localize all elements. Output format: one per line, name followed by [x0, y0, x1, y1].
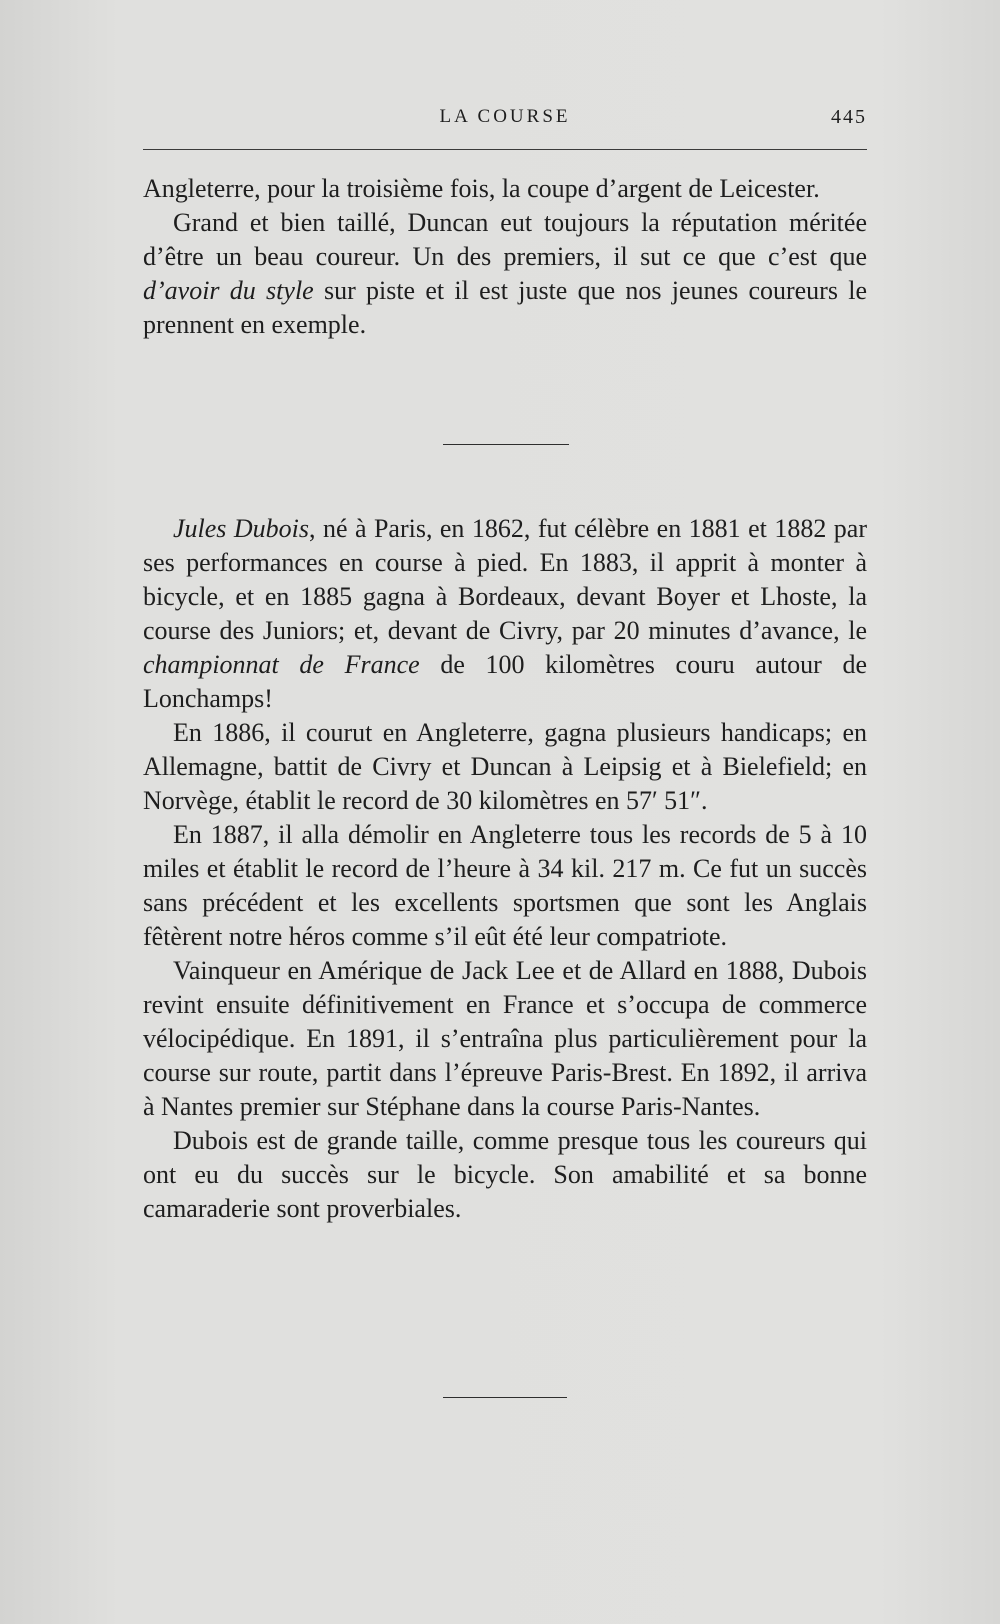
- section-duncan: [143, 172, 867, 342]
- paragraph: En 1886, il courut en Angleterre, gagna plusieurs handicaps; en Allemagne, battit de Civry et Duncan à Leipsig et à Bielefield; en Norvège, établit le record de 30 kilomètres en 57′ 51″.: [143, 718, 867, 815]
- text-run: Grand et bien taillé, Duncan eut toujours la réputation méritée d’être un beau coureur. Un des premiers, il sut ce que c’est que: [143, 208, 867, 271]
- running-title: LA COURSE: [439, 106, 571, 127]
- end-separator: [443, 1397, 567, 1398]
- italic-phrase: championnat de France: [143, 650, 420, 679]
- italic-phrase: d’avoir du style: [143, 276, 314, 305]
- text-run: , né à Paris, en 1862, fut célèbre en 1881 et 1882 par ses performances en course à pied. En 1883, il apprit à monter à bicycle, et en 1885 gagna à Bordeaux, devant Boyer et Lhoste, la course des Juniors; et, devant de Civry, par 20 minutes d’avance, le: [143, 514, 867, 645]
- paragraph: [143, 206, 867, 342]
- page-number: 445: [831, 106, 867, 128]
- paragraph: Angleterre, pour la troisième fois, la coupe d’argent de Leicester.: [143, 174, 820, 203]
- person-name: Jules Dubois: [173, 514, 309, 543]
- paragraph: Vainqueur en Amérique de Jack Lee et de Allard en 1888, Dubois revint ensuite définitivement en France et s’occupa de commerce vélocipédique. En 1891, il s’entraîna plus particulièrement pour la course sur route, partit dans l’épreuve Paris-Brest. En 1892, il arriva à Nantes premier sur Stéphane dans la course Paris-Nantes.: [143, 956, 867, 1121]
- text-run: sur piste et il est juste que nos jeunes coureurs le prennent en exemple.: [143, 276, 867, 339]
- page-header: [143, 106, 867, 140]
- paragraph: En 1887, il alla démolir en Angleterre tous les records de 5 à 10 miles et établit le record de l’heure à 34 kil. 217 m. Ce fut un succès sans précédent et les excellents sportsmen que sont les Anglais fêtèrent notre héros comme s’il eût été leur compatriote.: [143, 820, 867, 951]
- paragraph: [143, 512, 867, 716]
- section-dubois: [143, 512, 867, 1226]
- section-separator: [443, 444, 569, 445]
- header-rule: [143, 149, 867, 150]
- paragraph: Dubois est de grande taille, comme presque tous les coureurs qui ont eu du succès sur le bicycle. Son amabilité et sa bonne camaraderie sont proverbiales.: [143, 1126, 867, 1223]
- text-run: de 100 kilomètres couru autour de Lonchamps!: [143, 650, 868, 713]
